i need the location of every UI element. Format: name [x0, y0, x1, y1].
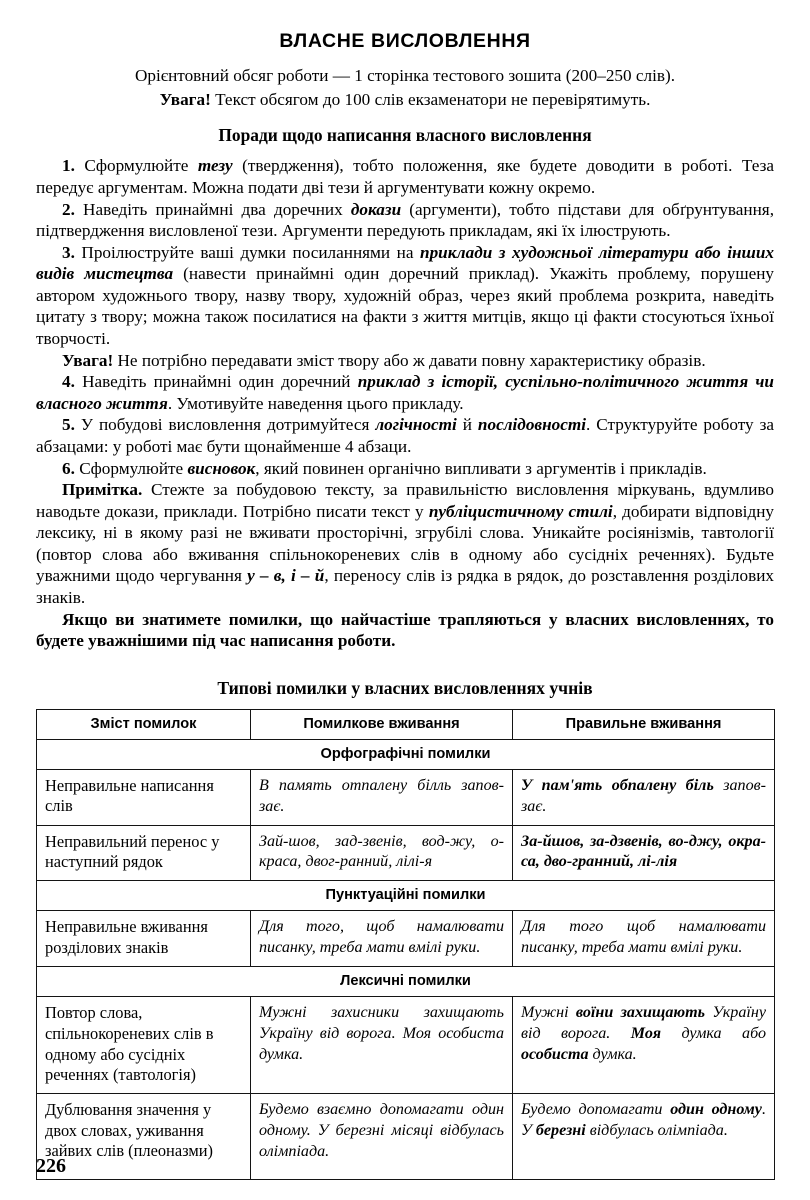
table-row [37, 911, 775, 967]
advice-item-3-post: (навести принаймні один доречний приклад). Укажіть проблему, порушену автором художнього твору, назву твору, художній образ, через який проблема розкрита, наведіть цитату з твору; можна також посилатися на факти з життя митців, якщо ці факти стосуються їхньої творчості. [36, 264, 774, 349]
advice-item-5-post: . Структуруйте роботу за абзацами: у роботі має бути щонайменше 4 абзаци. [36, 415, 774, 456]
row-right-emphasis-2: Моя [630, 1025, 661, 1043]
row-right-a: Будемо допомагати [521, 1100, 671, 1118]
row-right-d: думка. [588, 1046, 637, 1064]
group-label-punctuation: Пунктуаційні помилки [37, 881, 775, 911]
row-right-usage [513, 911, 775, 967]
row-right-b: Україну від ворога. [521, 1004, 766, 1043]
group-row-lexical [37, 967, 775, 997]
row-right-a: Мужні [521, 1004, 576, 1022]
row-right-c: думка або [661, 1025, 766, 1043]
intro-warning-label: Увага! [159, 89, 211, 109]
errors-table [36, 709, 775, 1180]
row-right-rest: запов-зає. [521, 776, 766, 815]
row-right-usage [513, 997, 775, 1094]
advice-item-2-pre: Наведіть принаймні два доречних [74, 199, 351, 219]
advice-warning-text: Не потрібно передавати зміст твору або ж давати повну характеристику образів. [113, 350, 706, 370]
advice-item-6-emphasis: висновок [187, 458, 256, 478]
row-right-emphasis-3: особиста [521, 1046, 589, 1064]
row-description: Дублювання значення у двох словах, уживання зайвих слів (плеоназми) [37, 1093, 251, 1179]
row-right-c: відбулась олімпіада. [585, 1121, 728, 1139]
advice-item-4-number: 4. [62, 372, 75, 392]
advice-item-4-emphasis: приклад з історії, суспільно-політичного життя чи власного життя [36, 372, 774, 413]
group-row-orthographic [37, 739, 775, 769]
table-row [37, 825, 775, 881]
intro-scope-text: Орієнтовний обсяг роботи — 1 сторінка тестового зошита (200–250 слів). [134, 66, 676, 85]
advice-item-6-pre: Сформулюйте [74, 458, 188, 478]
advice-item-1 [36, 155, 774, 198]
row-right-usage [513, 1093, 775, 1179]
advice-item-1-pre: Сформулюйте [74, 156, 198, 176]
row-wrong-usage: Будемо взаємно допомагати один одному. У березні місяці відбулась олімпіада. [251, 1093, 513, 1179]
advice-heading: Поради щодо написання власного висловлення [218, 125, 592, 146]
advice-item-3-emphasis: приклади з художньої літератури або інших видів мистецтва [36, 242, 774, 284]
advice-item-6-number: 6. [62, 458, 75, 478]
row-right-usage [513, 769, 775, 825]
row-right-emphasis: один одному [670, 1100, 762, 1118]
advice-item-5 [36, 414, 774, 457]
row-right-rest: Для того щоб намалювати писанку, треба мати вмілі руки. [521, 918, 766, 957]
advice-item-5-emphasis: логічності [375, 415, 457, 435]
advice-item-5-emphasis-2: послідовності [477, 415, 587, 435]
intro-warning-text: Текст обсягом до 100 слів екзаменатори не перевірятимуть. [210, 89, 651, 109]
intro-warning-line [36, 89, 774, 112]
advice-item-1-emphasis: тезу [197, 156, 233, 176]
advice-item-4 [36, 371, 774, 414]
advice-item-2-post: (аргументи), тобто підстави для обґрунтування, підтвердження висловленої тези. Аргументи передують прикладам, які їх ілюструють. [36, 199, 774, 241]
table-header-row [37, 709, 775, 739]
row-right-emphasis: воїни захищають [575, 1004, 706, 1022]
advice-item-5-number: 5. [62, 415, 75, 435]
advice-note-part1: Стежте за побудовою тексту, за правильністю висловлення міркувань, вдумливо наводьте докази, приклади. Потрібно писати текст у [36, 480, 774, 521]
advice-warning-label: Увага! [62, 350, 114, 370]
row-wrong-usage: Зай-шов, зад-звенів, вод-жу, о-краса, двог-ранний, лілі-я [251, 825, 513, 881]
row-right-b: . У [521, 1100, 766, 1139]
row-right-usage [513, 825, 775, 881]
errors-table-caption: Типові помилки у власних висловленнях учнів [217, 677, 593, 698]
row-wrong-usage: В память отпалену білль запов-зає. [251, 769, 513, 825]
row-right-emphasis-2: березні [535, 1121, 586, 1139]
advice-item-1-post: (твердження), тобто положення, яке будете доводити в роботі. Теза передує аргументам. Можна подати дві тези й аргументувати кожну окремо. [36, 156, 774, 197]
advice-item-2-number: 2. [62, 199, 75, 219]
advice-item-4-post: . Умотивуйте наведення цього прикладу. [167, 393, 464, 413]
advice-closing: Якщо ви знатимете помилки, що найчастіше трапляються у власних висловленнях, то будете уважнішими під час написання роботи. [36, 609, 774, 651]
page-number: 226 [36, 1155, 66, 1177]
table-row [37, 769, 775, 825]
advice-item-6-post: , який повинен органічно випливати з аргументів і прикладів. [255, 458, 707, 478]
intro-scope-line [36, 65, 774, 88]
row-description: Неправильний перенос у наступний рядок [37, 825, 251, 881]
group-label-lexical: Лексичні помилки [37, 967, 775, 997]
group-row-punctuation [37, 881, 775, 911]
advice-item-2-emphasis: докази [350, 199, 402, 219]
row-wrong-usage: Для того, щоб намалювати писанку, треба мати вмілі руки. [251, 911, 513, 967]
table-row [37, 997, 775, 1094]
table-row [37, 1093, 775, 1179]
column-header-wrong: Помилкове вживання [251, 709, 513, 739]
advice-item-2 [36, 199, 774, 242]
row-right-emphasis: За-йшов, за-дзвенів, во-джу, окра-са, дво-гранний, лі-лія [521, 832, 766, 871]
advice-item-1-number: 1. [62, 156, 75, 176]
advice-item-3-pre: Проілюструйте ваші думки посиланнями на [74, 242, 421, 262]
row-right-emphasis: У пам'ять обпалену біль [521, 776, 714, 794]
row-description: Неправильне вживання розділових знаків [37, 911, 251, 967]
group-label-orthographic: Орфографічні помилки [37, 739, 775, 769]
row-description: Неправильне написання слів [37, 769, 251, 825]
advice-note-emphasis-1: публіцистичному стилі [428, 501, 613, 521]
advice-item-3 [36, 242, 774, 350]
page-title: ВЛАСНЕ ВИСЛОВЛЕННЯ [279, 30, 531, 52]
advice-note-part2: , добирати відповідну лексику, ні в якому разі не вживати просторічні, згрубілі слова. Уникайте росіянізмів, тавтології (повтор слова або вживання спільнокореневих слів в одному або сусідніх реченнях). Будьте уважними щодо чергування [36, 501, 774, 586]
advice-item-3-number: 3. [62, 242, 75, 262]
advice-note [36, 479, 774, 608]
row-description: Повтор слова, спільнокореневих слів в одному або сусідніх реченнях (тавтологія) [37, 997, 251, 1094]
row-wrong-usage: Мужні захисники захищають Україну від ворога. Моя особиста думка. [251, 997, 513, 1094]
advice-note-label: Примітка. [62, 480, 143, 500]
advice-item-5-pre: У побудові висловлення дотримуйтеся [74, 415, 376, 435]
advice-warning [36, 350, 774, 372]
advice-item-5-mid: й [456, 415, 478, 435]
advice-item-6 [36, 458, 774, 480]
advice-note-emphasis-2: у – в, і – й [247, 566, 325, 586]
advice-item-4-pre: Наведіть принаймні один доречний [74, 372, 358, 392]
column-header-right: Правильне вживання [513, 709, 775, 739]
column-header-content: Зміст помилок [37, 709, 251, 739]
advice-note-part3: , переносу слів із рядка в рядок, до розставлення розділових знаків. [36, 566, 774, 607]
